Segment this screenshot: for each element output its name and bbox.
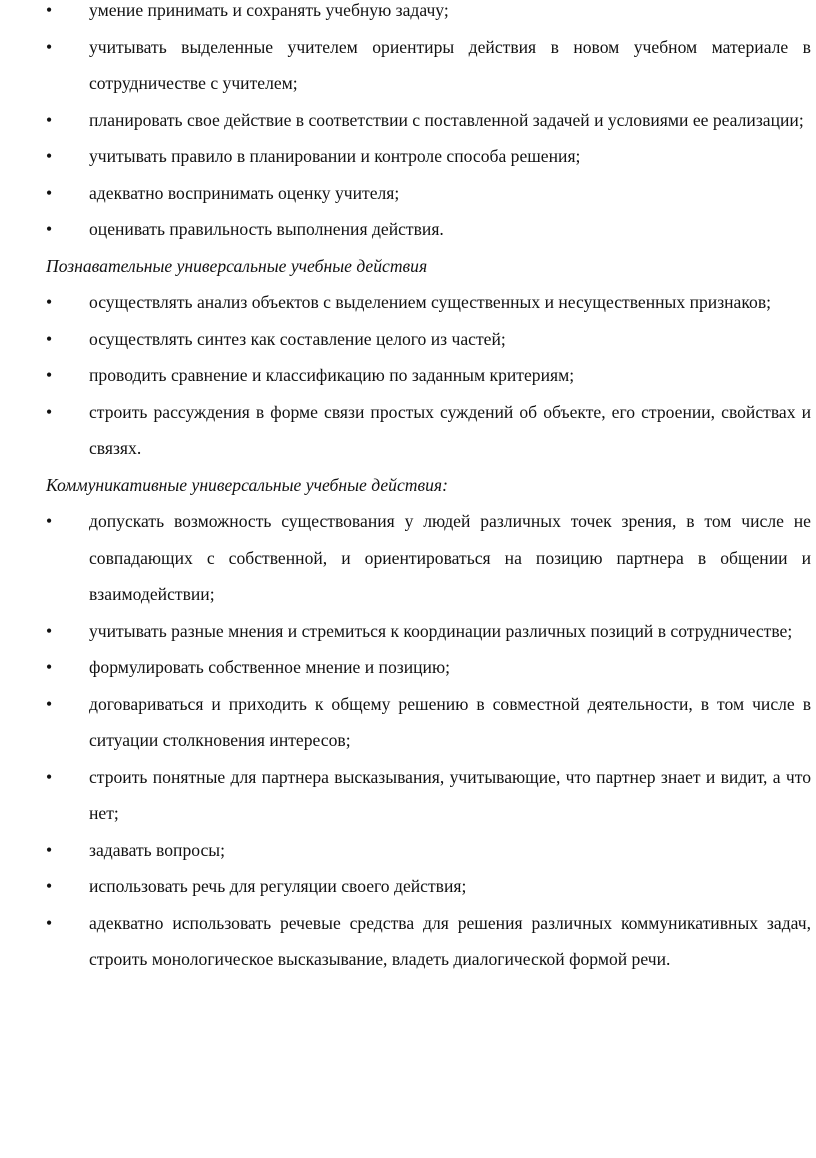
list-item — [46, 759, 811, 832]
regulatory-list — [46, 0, 811, 248]
bullet-icon: • — [46, 511, 53, 531]
list-item-text: строить понятные для партнера высказывания, учитывающие, что партнер знает и видит, а что нет; — [89, 766, 811, 823]
bullet-icon: • — [46, 912, 53, 933]
list-item-text: формулировать собственное мнение и позицию; — [89, 657, 450, 677]
bullet-icon: • — [46, 146, 53, 166]
list-item — [46, 649, 811, 686]
list-item-text: учитывать разные мнения и стремиться к координации различных позиций в сотрудничестве; — [89, 620, 793, 641]
list-item — [46, 686, 811, 759]
list-item — [46, 503, 811, 613]
list-item — [46, 211, 811, 248]
bullet-icon: • — [46, 328, 53, 349]
list-item-text: допускать возможность существования у людей различных точек зрения, в том числе не совпадающих с собственной, и ориентироваться на позицию партнера в общении и взаимодействии; — [89, 511, 811, 604]
list-item — [46, 29, 811, 102]
bullet-icon: • — [46, 365, 53, 385]
list-item-text: задавать вопросы; — [89, 839, 226, 860]
list-item-text: строить рассуждения в форме связи простых суждений об объекте, его строении, свойствах и связях. — [89, 401, 811, 458]
list-item-text: учитывать выделенные учителем ориентиры действия в новом учебном материале в сотрудничестве с учителем; — [89, 36, 811, 93]
bullet-icon: • — [46, 292, 53, 312]
bullet-icon: • — [46, 219, 53, 239]
list-item — [46, 175, 811, 212]
bullet-icon: • — [46, 876, 53, 896]
cognitive-list — [46, 284, 811, 467]
bullet-icon: • — [46, 657, 53, 677]
bullet-icon: • — [46, 182, 53, 203]
list-item — [46, 321, 811, 358]
communicative-list — [46, 503, 811, 978]
bullet-icon: • — [46, 109, 53, 130]
section-communicative — [46, 467, 811, 978]
list-item-text: учитывать правило в планировании и контроле способа решения; — [89, 146, 581, 166]
section-heading-cognitive: Познавательные универсальные учебные действия — [46, 255, 428, 276]
bullet-icon: • — [46, 36, 53, 57]
list-item-text: умение принимать и сохранять учебную задачу; — [89, 0, 449, 20]
list-item — [46, 357, 811, 394]
bullet-icon: • — [46, 401, 53, 422]
list-item — [46, 905, 811, 978]
list-item-text: договариваться и приходить к общему решению в совместной деятельности, в том числе в ситуации столкновения интересов; — [89, 693, 811, 750]
list-item-text: адекватно воспринимать оценку учителя; — [89, 182, 400, 203]
list-item-text: проводить сравнение и классификацию по заданным критериям; — [89, 365, 575, 385]
list-item — [46, 613, 811, 650]
bullet-icon: • — [46, 620, 53, 641]
list-item — [46, 832, 811, 869]
list-item — [46, 0, 811, 29]
list-item-text: адекватно использовать речевые средства для решения различных коммуникативных задач, строить монологическое высказывание, владеть диалогической формой речи. — [89, 912, 811, 969]
list-item — [46, 394, 811, 467]
section-heading-communicative: Коммуникативные универсальные учебные действия: — [46, 474, 448, 495]
list-item — [46, 102, 811, 139]
list-item — [46, 284, 811, 321]
section-cognitive — [46, 248, 811, 467]
bullet-icon: • — [46, 766, 53, 787]
section-regulatory — [46, 0, 811, 248]
list-item-text: осуществлять анализ объектов с выделением существенных и несущественных признаков; — [89, 292, 772, 312]
list-item-text: оценивать правильность выполнения действия. — [89, 219, 444, 239]
bullet-icon: • — [46, 839, 53, 860]
list-item-text: планировать свое действие в соответствии с поставленной задачей и условиями ее реализации; — [89, 109, 804, 130]
list-item — [46, 868, 811, 905]
list-item-text: использовать речь для регуляции своего действия; — [89, 876, 467, 896]
list-item-text: осуществлять синтез как составление целого из частей; — [89, 328, 506, 349]
bullet-icon: • — [46, 693, 53, 714]
bullet-icon: • — [46, 0, 53, 20]
list-item — [46, 138, 811, 175]
